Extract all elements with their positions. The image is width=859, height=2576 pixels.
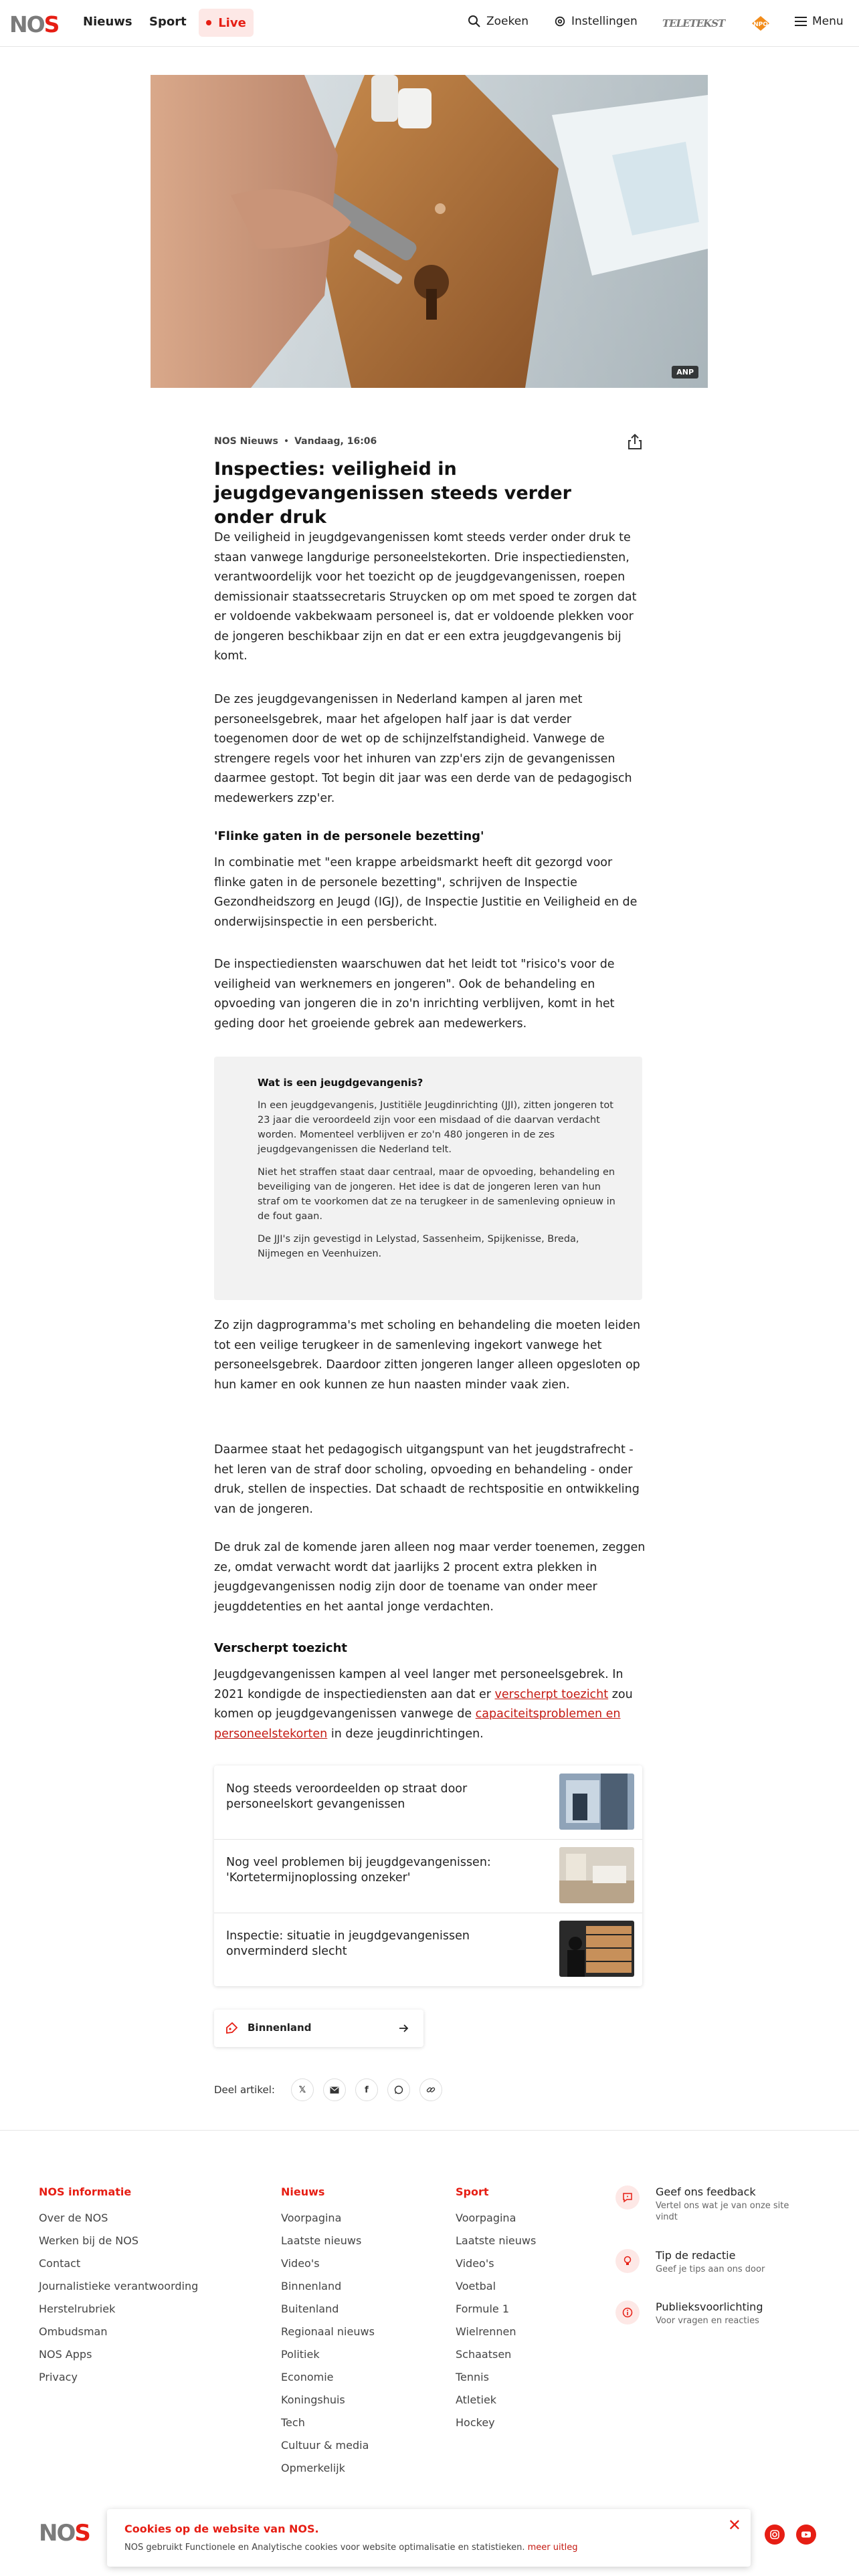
- footer-link[interactable]: Atletiek: [456, 2393, 497, 2406]
- key-in-lock-photo: [151, 75, 708, 388]
- share-email-button[interactable]: [323, 2078, 346, 2101]
- photo-credit: ANP: [672, 366, 698, 379]
- related-article[interactable]: [214, 1765, 642, 1839]
- footer-link[interactable]: Politiek: [281, 2348, 320, 2361]
- footer-link[interactable]: Over de NOS: [39, 2212, 108, 2224]
- footer-link[interactable]: NOS Apps: [39, 2348, 92, 2361]
- arrow-right-icon: [398, 2023, 409, 2034]
- share-whatsapp-button[interactable]: [387, 2078, 410, 2101]
- footer-link[interactable]: Economie: [281, 2371, 334, 2383]
- tag-icon: [225, 2022, 238, 2035]
- related-thumbnail: [559, 1847, 634, 1903]
- info-box-paragraph: De JJI's zijn gevestigd in Lelystad, Sassenheim, Spijkenisse, Breda, Nijmegen en Veenhuizen.: [258, 1234, 579, 1259]
- footer-link[interactable]: Laatste nieuws: [281, 2234, 362, 2247]
- footer-link[interactable]: Contact: [39, 2257, 81, 2270]
- cookie-title: Cookies op de website van NOS.: [124, 2523, 319, 2535]
- youtube-icon: [801, 2529, 812, 2540]
- article-subheading: Verscherpt toezicht: [214, 1641, 347, 1655]
- article-paragraph: De zes jeugdgevangenissen in Nederland kampen al jaren met personeelsgebrek, maar het afgelopen half jaar is dat verder toegenomen door de wet op de schijnzelfstandigheid. Vanwege de strengere regels voor het inhuren van zzp'ers zijn de gevangenissen daarmee gestopt. Tot begin dit jaar was een derde van de pedagogisch medewerkers zzp'er.: [214, 693, 632, 805]
- lightbulb-icon: [615, 2249, 640, 2273]
- whatsapp-icon: [394, 2085, 403, 2095]
- menu-button[interactable]: Menu: [795, 15, 844, 28]
- hamburger-icon: [795, 17, 807, 26]
- youtube-button[interactable]: [796, 2525, 816, 2545]
- footer-link[interactable]: Werken bij de NOS: [39, 2234, 139, 2247]
- footer-link[interactable]: Tech: [281, 2416, 305, 2429]
- footer-link[interactable]: Binnenland: [281, 2280, 342, 2292]
- info-box: [214, 1057, 642, 1300]
- chat-bubble-icon: [615, 2185, 640, 2210]
- footer-link[interactable]: Privacy: [39, 2371, 78, 2383]
- article-time: Vandaag, 16:06: [294, 436, 377, 447]
- nav-sport[interactable]: Sport: [149, 15, 187, 29]
- nav-nieuws[interactable]: Nieuws: [83, 15, 132, 29]
- footer-link[interactable]: Laatste nieuws: [456, 2234, 537, 2247]
- share-icon[interactable]: [626, 433, 644, 451]
- footer-link[interactable]: Schaatsen: [456, 2348, 512, 2361]
- related-article-title: Inspectie: situatie in jeugdgevangenissen onverminderd slecht: [226, 1929, 470, 1958]
- settings-button[interactable]: Instellingen: [554, 15, 638, 28]
- gear-icon: [554, 15, 566, 27]
- teletekst-link[interactable]: TELETEKST: [662, 17, 725, 29]
- related-article-title: Nog steeds veroordeelden op straat door personeelskort gevangenissen: [226, 1782, 468, 1811]
- article-paragraph: Jeugdgevangenissen kampen al veel langer met personeelsgebrek. In 2021 kondigde de inspectiediensten aan dat er verscherpt toezicht zou komen op jeugdgevangenissen vanwege de capaciteitsproblemen en personeelstekorten in deze jeugdinrichtingen.: [214, 1668, 633, 1741]
- footer-link[interactable]: Formule 1: [456, 2302, 509, 2315]
- article-subheading: 'Flinke gaten in de personele bezetting': [214, 829, 484, 843]
- site-header: [0, 0, 859, 47]
- link-icon: [426, 2085, 436, 2095]
- share-x-button[interactable]: [291, 2078, 314, 2101]
- footer-link[interactable]: Cultuur & media: [281, 2439, 369, 2452]
- nos-logo[interactable]: NOS: [9, 11, 59, 37]
- live-button[interactable]: [199, 9, 254, 37]
- instagram-button[interactable]: [765, 2525, 785, 2545]
- share-link-button[interactable]: [419, 2078, 442, 2101]
- link-capaciteitsproblemen[interactable]: capaciteitsproblemen en personeelstekorten: [214, 1707, 621, 1741]
- article-title: Inspecties: veiligheid in jeugdgevangenissen steeds verder onder druk: [214, 459, 571, 528]
- cookie-more-link[interactable]: meer uitleg: [527, 2543, 578, 2553]
- cookie-body: NOS gebruikt Functionele en Analytische cookies voor website optimalisatie en statistieken. meer uitleg: [124, 2543, 578, 2553]
- instagram-icon: [769, 2529, 780, 2540]
- close-icon[interactable]: ✕: [727, 2516, 741, 2535]
- info-box-paragraph: Niet het straffen staat daar centraal, maar de opvoeding, behandeling en beveiliging van de jongeren. Het idee is dat de jongeren leren van hun straf om te voorkomen dat ze na terugkeer in de samenleving opnieuw in de fout gaan.: [258, 1167, 615, 1222]
- tag-binnenland[interactable]: [214, 2010, 423, 2047]
- info-icon: [615, 2300, 640, 2325]
- article-paragraph: De inspectiediensten waarschuwen dat het leidt tot "risico's voor de veiligheid van werknemers en jongeren". Ook de behandeling en opvoeding van jongeren die in zo'n inrichting verblijven, komt in het geding door het groeiende gebrek aan medewerkers.: [214, 958, 615, 1031]
- footer-link[interactable]: Buitenland: [281, 2302, 339, 2315]
- article-source[interactable]: NOS Nieuws: [214, 436, 278, 447]
- related-articles: [214, 1765, 642, 1986]
- live-label: Live: [218, 15, 246, 30]
- article-paragraph: Zo zijn dagprogramma's met scholing en behandeling die moeten leiden tot een veilige terugkeer in de samenleving ingekort vanwege het personeelsgebrek. Daardoor zitten jongeren langer alleen opgesloten op hun kamer en ook kunnen ze hun naasten minder vaak zien.: [214, 1319, 641, 1392]
- share-label: Deel artikel:: [214, 2084, 275, 2096]
- footer-link[interactable]: Voorpagina: [456, 2212, 516, 2224]
- cookie-banner: [107, 2509, 751, 2567]
- footer-link[interactable]: Tennis: [456, 2371, 489, 2383]
- footer-link[interactable]: Hockey: [456, 2416, 495, 2429]
- svg-text:NPO: NPO: [753, 21, 768, 28]
- footer-link[interactable]: Herstelrubriek: [39, 2302, 116, 2315]
- footer-link[interactable]: Voetbal: [456, 2280, 496, 2292]
- related-thumbnail: [559, 1921, 634, 1977]
- tag-label: Binnenland: [248, 2022, 312, 2034]
- article-meta: NOS Nieuws • Vandaag, 16:06: [214, 436, 377, 447]
- search-button[interactable]: Zoeken: [468, 15, 529, 28]
- article-paragraph: De druk zal de komende jaren alleen nog maar verder toenemen, zeggen ze, omdat verwacht wordt dat jaarlijks 2 procent extra plekken in jeugdgevangenissen nodig zijn door de toename van onder meer jeugddetenties en het aantal jonge verdachten.: [214, 1541, 646, 1614]
- share-facebook-button[interactable]: [355, 2078, 378, 2101]
- footer-link[interactable]: Koningshuis: [281, 2393, 345, 2406]
- related-article[interactable]: [214, 1839, 642, 1913]
- footer-heading: Nieuws: [281, 2185, 325, 2198]
- article-paragraph: In combinatie met "een krappe arbeidsmarkt heeft dit gezorgd voor flinke gaten in de personele bezetting", schrijven de Inspectie Gezondheidszorg en Jeugd (IGJ), de Inspectie Justitie en Veiligheid en de onderwijsinspectie in een persbericht.: [214, 856, 638, 929]
- footer-link[interactable]: Opmerkelijk: [281, 2462, 345, 2474]
- facebook-icon: f: [365, 2084, 369, 2095]
- footer-link[interactable]: Regionaal nieuws: [281, 2325, 375, 2338]
- hero-image: [151, 75, 708, 388]
- related-thumbnail: [559, 1774, 634, 1830]
- info-box-paragraph: In een jeugdgevangenis, Justitiële Jeugdinrichting (JJI), zitten jongeren tot 23 jaar die veroordeeld zijn voor een misdaad of die daarvan verdacht worden. Momenteel verblijven er zo'n 480 jongeren in de zes jeugdgevangenissen die Nederland telt.: [258, 1100, 613, 1155]
- related-article-title: Nog veel problemen bij jeugdgevangenissen: 'Kortetermijnoplossing onzeker': [226, 1856, 491, 1885]
- mail-icon: [330, 2086, 339, 2094]
- footer-heading: Sport: [456, 2185, 489, 2198]
- footer-heading: NOS informatie: [39, 2185, 132, 2198]
- search-icon: [468, 15, 481, 28]
- npo-logo-icon[interactable]: [749, 14, 772, 33]
- article-paragraph: Daarmee staat het pedagogisch uitgangspunt van het jeugdstrafrecht - het leren van de straf door scholing, opvoeding en behandeling - onder druk, stellen de inspecties. Dat schaadt de rechtspositie en ontwikkeling van de jongeren.: [214, 1443, 640, 1516]
- x-icon: 𝕏: [298, 2084, 306, 2095]
- related-article[interactable]: [214, 1913, 642, 1986]
- info-box-title: Wat is een jeugdgevangenis?: [258, 1077, 423, 1089]
- footer-nos-logo[interactable]: NOS: [39, 2520, 90, 2547]
- live-dot-icon: [206, 20, 211, 25]
- footer-link[interactable]: Video's: [281, 2257, 320, 2270]
- footer-link[interactable]: Wielrennen: [456, 2325, 516, 2338]
- footer-link[interactable]: Video's: [456, 2257, 494, 2270]
- footer-link[interactable]: Journalistieke verantwoording: [39, 2280, 199, 2292]
- footer-link[interactable]: Voorpagina: [281, 2212, 342, 2224]
- footer-link[interactable]: Ombudsman: [39, 2325, 108, 2338]
- link-verscherpt-toezicht[interactable]: verscherpt toezicht: [494, 1687, 609, 1701]
- article-paragraph: De veiligheid in jeugdgevangenissen komt steeds verder onder druk te staan vanwege langdurige personeelstekorten. Drie inspectiediensten, verantwoordelijk voor het toezicht op de jeugdgevangenissen, roepen demissionair staatssecretaris Struycken op om met spoed te zorgen dat er voldoende vakbekwaam personeel is, dat er voldoende plekken voor de jongeren beschikbaar zijn en dat er een extra jeugdgevangenis bij komt.: [214, 531, 637, 663]
